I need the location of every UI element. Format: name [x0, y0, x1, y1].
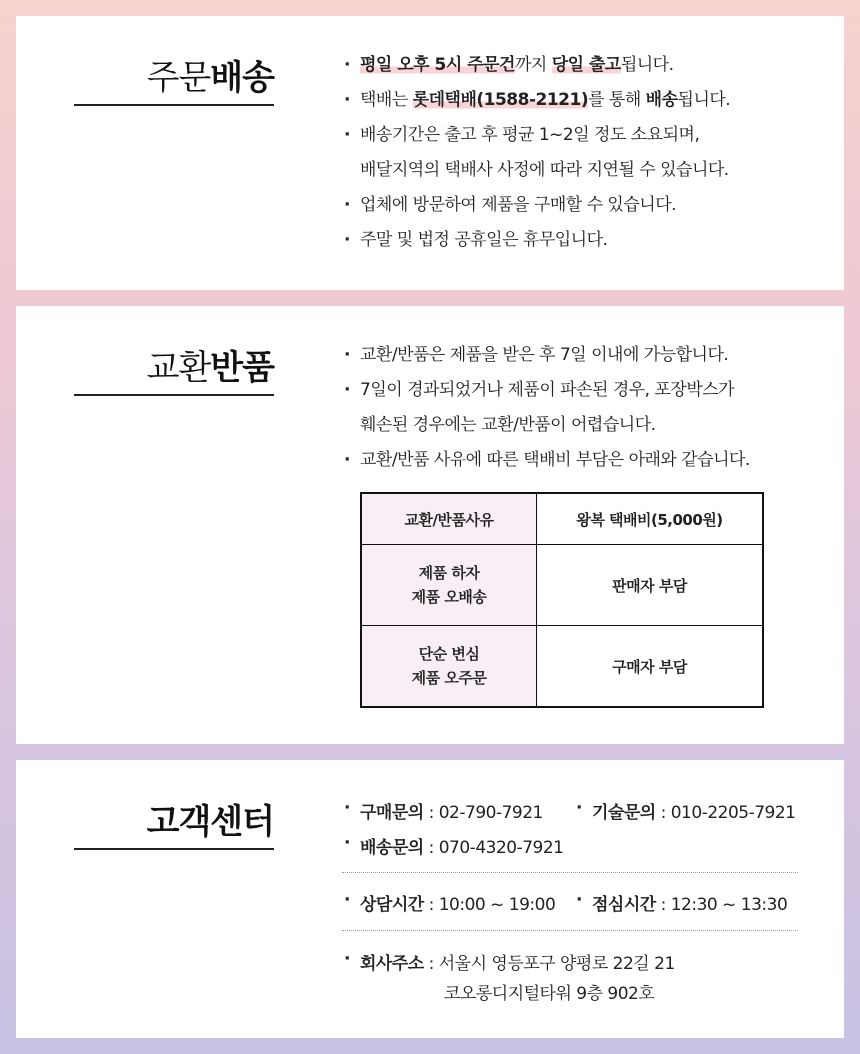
table-cell-reason: 제품 하자 제품 오배송	[361, 545, 537, 626]
customer-center-title-rule	[74, 848, 274, 850]
company-address-line-2: 코오롱디지털타워 9층 902호	[444, 984, 655, 1004]
returns-title: 교환반품	[146, 348, 274, 388]
returns-line-3: · 교환/반품 사유에 따른 택배비 부담은 아래와 같습니다.	[342, 443, 750, 478]
shipping-inquiry: · 배송문의 : 070-4320-7921	[342, 833, 563, 858]
shipping-line-5: · 주말 및 법정 공휴일은 휴무입니다.	[342, 223, 730, 258]
returns-line-2: · 7일이 경과되었거나 제품이 파손된 경우, 포장박스가	[342, 373, 750, 408]
consult-hours: · 상담시간 : 10:00 ~ 19:00	[342, 890, 555, 915]
shipping-section	[16, 16, 844, 290]
table-row	[361, 626, 763, 708]
return-fee-table	[360, 492, 764, 708]
tech-inquiry: · 기술문의 : 010-2205-7921	[574, 798, 795, 823]
table-header-fee: 왕복 택배비(5,000원)	[537, 493, 764, 545]
table-row	[361, 545, 763, 626]
divider	[342, 930, 798, 931]
shipping-info-list	[342, 48, 730, 258]
shipping-line-2: · 택배는 롯데택배(1588-2121)를 통해 배송됩니다.	[342, 83, 730, 118]
table-cell-reason: 단순 변심 제품 오주문	[361, 626, 537, 708]
divider	[342, 872, 798, 873]
returns-line-2-cont: 훼손된 경우에는 교환/반품이 어렵습니다.	[360, 415, 656, 435]
company-address: · 회사주소 : 서울시 영등포구 양평로 22길 21	[342, 949, 675, 974]
returns-info-list	[342, 338, 750, 478]
shipping-line-3: · 배송기간은 출고 후 평균 1~2일 정도 소요되며,	[342, 118, 730, 153]
customer-center-title: 고객센터	[146, 802, 274, 842]
shipping-title-rule	[74, 104, 274, 106]
shipping-line-4: · 업체에 방문하여 제품을 구매할 수 있습니다.	[342, 188, 730, 223]
table-cell-fee: 판매자 부담	[537, 545, 764, 626]
purchase-inquiry: · 구매문의 : 02-790-7921	[342, 798, 543, 823]
shipping-line-1: · 평일 오후 5시 주문건까지 당일 출고됩니다.	[342, 48, 730, 83]
shipping-line-3-cont: 배달지역의 택배사 사정에 따라 지연될 수 있습니다.	[360, 160, 729, 180]
returns-section	[16, 306, 844, 744]
returns-title-rule	[74, 394, 274, 396]
shipping-title: 주문배송	[146, 58, 274, 98]
customer-center-section	[16, 760, 844, 1038]
returns-line-1: · 교환/반품은 제품을 받은 후 7일 이내에 가능합니다.	[342, 338, 750, 373]
table-header-reason: 교환/반품사유	[361, 493, 537, 545]
table-cell-fee: 구매자 부담	[537, 626, 764, 708]
lunch-hours: · 점심시간 : 12:30 ~ 13:30	[574, 890, 787, 915]
